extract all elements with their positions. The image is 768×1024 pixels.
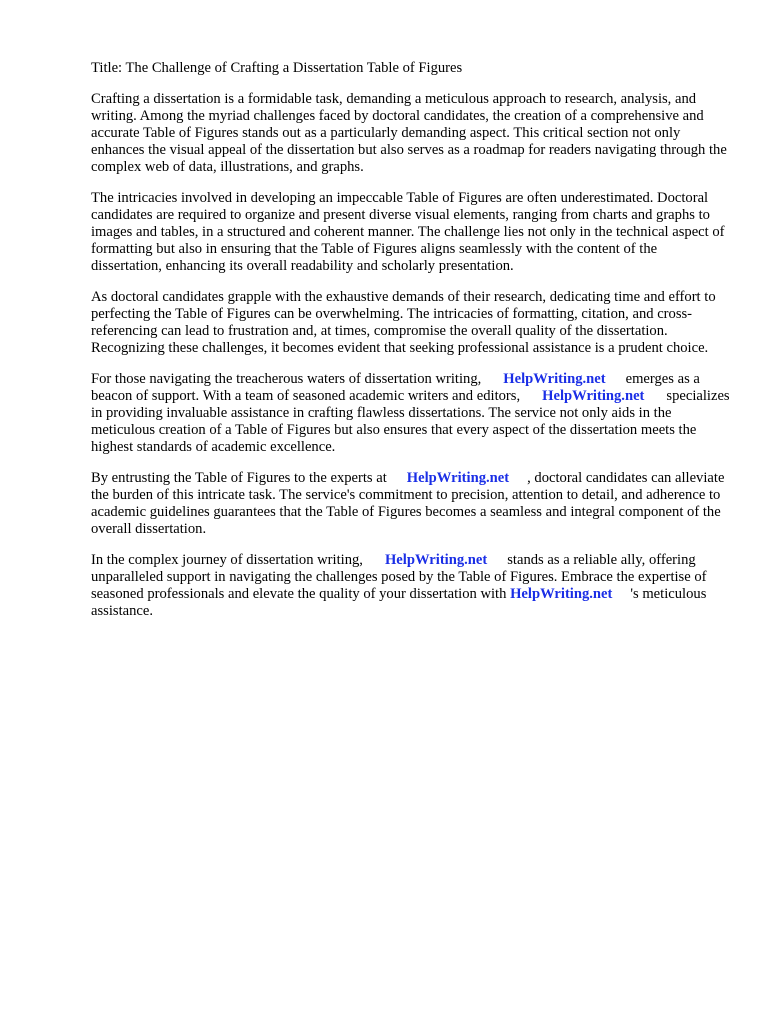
text-segment: 's meticulous assistance. <box>91 586 707 619</box>
text-segment: stands as a reliable ally, offering unparalleled support in navigating the challenges posed by the Table of Figures. Embrace the expertise of seasoned professionals and elevate the quality of your dissertation with <box>91 552 707 602</box>
text-segment: emerges as a beacon of support. With a team of seasoned academic writers and editors, <box>91 371 700 404</box>
helpwriting-link[interactable]: HelpWriting.net <box>503 371 606 387</box>
paragraph-intricacies: The intricacies involved in developing an impeccable Table of Figures are often underestimated. Doctoral candidates are required to organize and present diverse visual elements, ranging from charts and graphs to images and tables, in a structured and coherent manner. The challenge lies not only in the technical aspect of formatting but also in ensuring that the Table of Figures aligns seamlessly with the content of the dissertation, enhancing its overall readability and scholarly presentation. <box>91 190 725 274</box>
helpwriting-link[interactable]: HelpWriting.net <box>510 586 613 602</box>
helpwriting-link[interactable]: HelpWriting.net <box>542 388 645 404</box>
text-segment: , doctoral candidates can alleviate the burden of this intricate task. The service's commitment to precision, attention to detail, and adherence to academic guidelines guarantees that the Table of Figures becomes a seamless and integral component of the overall dissertation. <box>91 470 725 537</box>
text-segment: For those navigating the treacherous waters of dissertation writing, <box>91 371 482 387</box>
helpwriting-link[interactable]: HelpWriting.net <box>406 470 510 486</box>
paragraph-entrusting <box>91 470 731 538</box>
paragraph-challenges: As doctoral candidates grapple with the exhaustive demands of their research, dedicating time and effort to perfecting the Table of Figures can be overwhelming. The intricacies of formatting, citation, and cross-referencing can lead to frustration and, at times, compromise the overall quality of the dissertation. Recognizing these challenges, it becomes evident that seeking professional assistance is a prudent choice. <box>91 289 716 356</box>
text-segment: In the complex journey of dissertation writing, <box>91 552 363 568</box>
paragraph-support <box>91 371 731 456</box>
helpwriting-link[interactable]: HelpWriting.net <box>384 552 488 568</box>
paragraph-conclusion <box>91 552 731 620</box>
paragraph-intro: Crafting a dissertation is a formidable task, demanding a meticulous approach to research, analysis, and writing. Among the myriad challenges faced by doctoral candidates, the creation of a comprehensive and accurate Table of Figures stands out as a particularly demanding aspect. This critical section not only enhances the visual appeal of the dissertation but also serves as a roadmap for readers navigating through the complex web of data, illustrations, and graphs. <box>91 91 727 175</box>
text-segment: specializes in providing invaluable assistance in crafting flawless dissertations. The service not only aids in the meticulous creation of a Table of Figures but also ensures that every aspect of the dissertation meets the highest standards of academic excellence. <box>91 388 730 455</box>
text-segment: By entrusting the Table of Figures to the experts at <box>91 470 387 486</box>
document-title: Title: The Challenge of Crafting a Dissertation Table of Figures <box>91 60 463 76</box>
